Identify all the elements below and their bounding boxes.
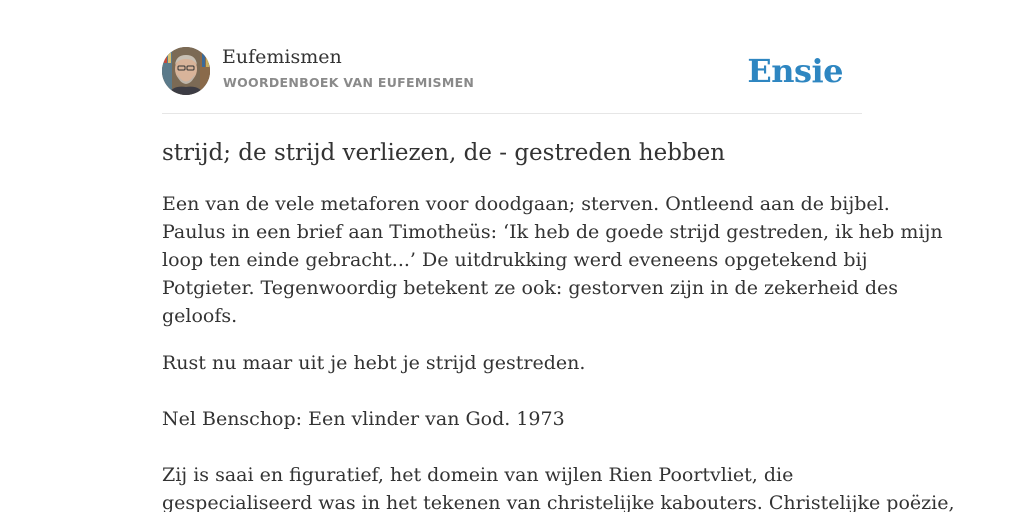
- entry-definition: [162, 190, 943, 330]
- quote-spacer: [162, 433, 882, 461]
- brand-logo[interactable]: Ensie: [747, 52, 843, 90]
- quote-source: Nel Benschop: Een vlinder van God. 1973: [162, 408, 565, 430]
- definition-line: Potgieter. Tegenwoordig betekent ze ook: gestorven zijn in de zekerheid des: [162, 277, 898, 299]
- definition-line: loop ten einde gebracht...’ De uitdrukking werd eveneens opgetekend bij: [162, 249, 868, 271]
- author-avatar[interactable]: [162, 47, 210, 95]
- quote-line: Zij is saai en figuratief, het domein van wijlen Rien Poortvliet, die: [162, 464, 794, 486]
- definition-line: Paulus in een brief aan Timotheüs: ‘Ik heb de goede strijd gestreden, ik heb mijn: [162, 221, 943, 243]
- quote-line: gespecialiseerd was in het tekenen van christelijke kabouters. Christelijke poëzie,: [162, 492, 955, 512]
- definition-line: geloofs.: [162, 305, 238, 327]
- header-divider: [162, 113, 862, 114]
- author-portrait-icon: [162, 47, 210, 95]
- entry-card: [162, 0, 955, 512]
- quote-line: Rust nu maar uit je hebt je strijd gestreden.: [162, 352, 586, 374]
- definition-line: Een van de vele metaforen voor doodgaan; sterven. Ontleend aan de bijbel.: [162, 193, 890, 215]
- entry-quote: [162, 349, 955, 512]
- quote-spacer: [162, 377, 882, 405]
- entry-header: [162, 46, 862, 96]
- author-subtitle[interactable]: WOORDENBOEK VAN EUFEMISMEN: [223, 75, 475, 90]
- entry-title: strijd; de strijd verliezen, de - gestreden hebben: [162, 140, 726, 166]
- author-name[interactable]: Eufemismen: [222, 46, 342, 68]
